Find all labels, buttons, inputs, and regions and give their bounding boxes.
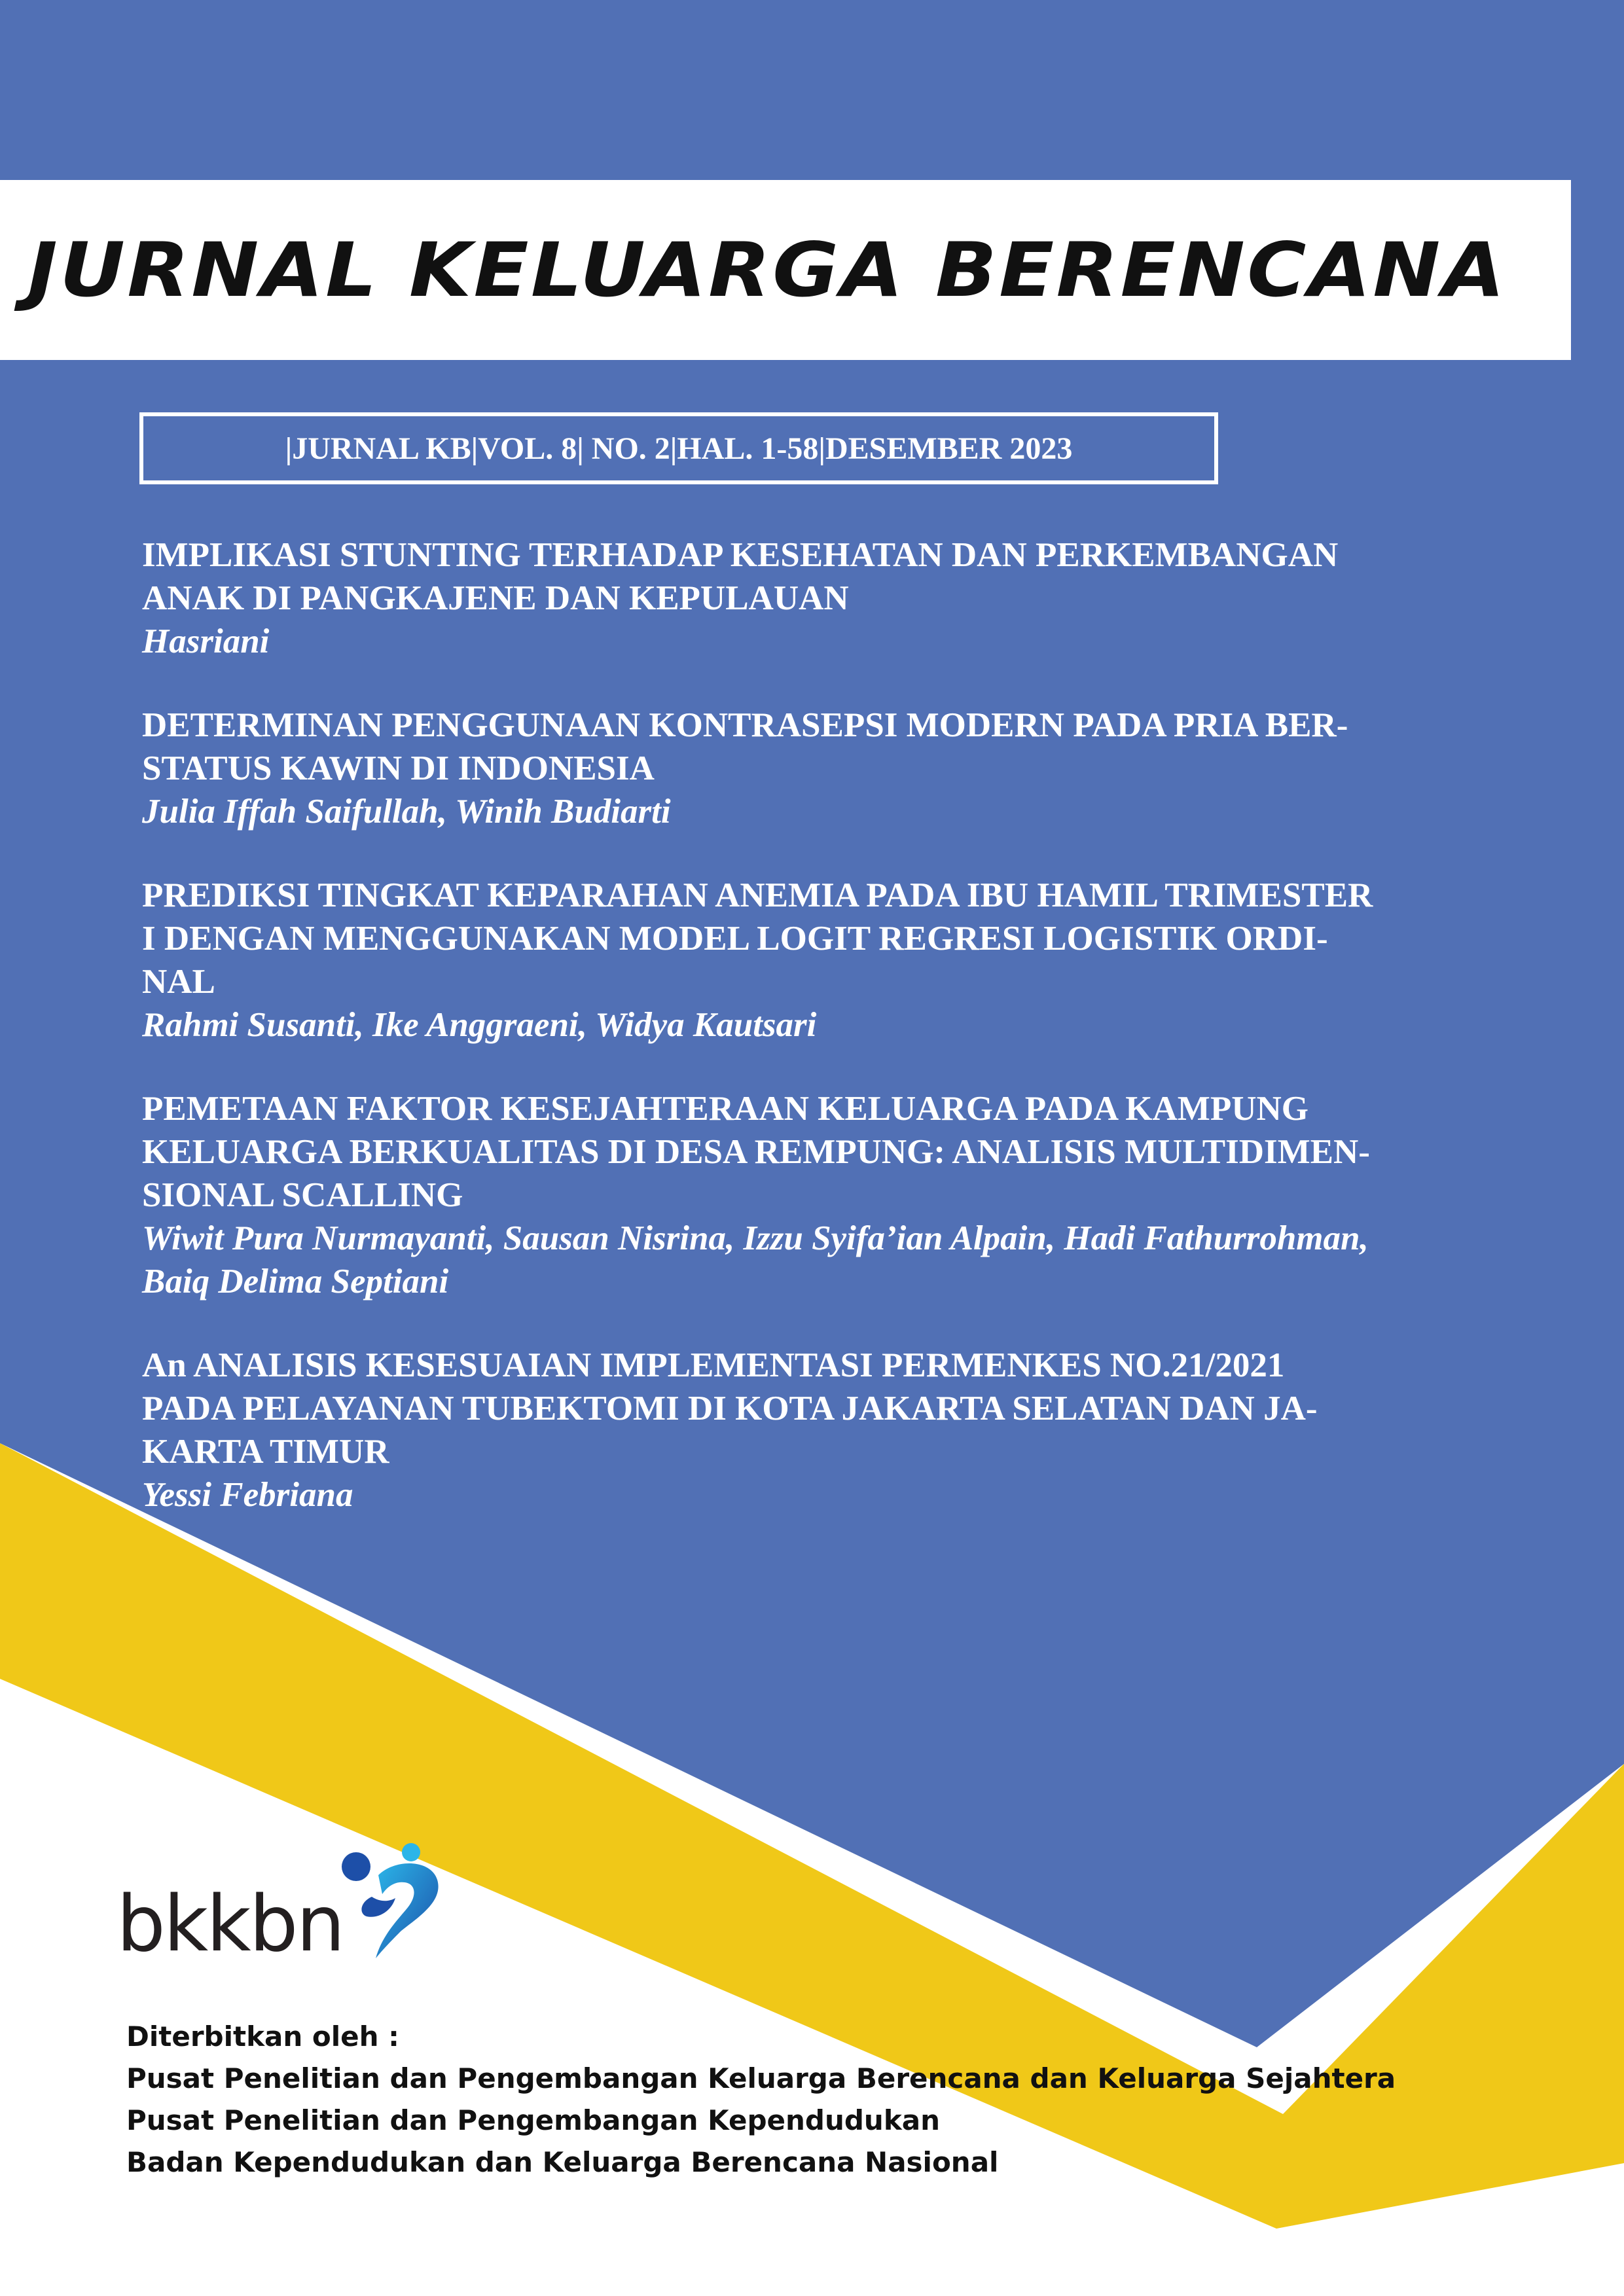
masthead-banner — [0, 180, 1571, 360]
article-authors-line: Hasriani — [142, 622, 270, 660]
article-title-line: ANAK DI PANGKAJENE DAN KEPULAUAN — [142, 579, 849, 617]
publisher-line: Badan Kependudukan dan Keluarga Berencana Nasional — [126, 2146, 999, 2178]
publisher-line: Pusat Penelitian dan Pengembangan Keluarga Berencana dan Keluarga Sejahtera — [126, 2062, 1396, 2094]
bkkbn-logo — [117, 1839, 457, 1983]
issue-info-box — [139, 412, 1218, 484]
article-title-line: DETERMINAN PENGGUNAAN KONTRASEPSI MODERN PADA PRIA BER- — [142, 706, 1348, 744]
journal-title: JURNAL KELUARGA BERENCANA — [27, 226, 1507, 314]
article-entry — [142, 874, 1543, 1047]
logo-wordmark: bkkbn — [117, 1878, 344, 1969]
article-entry — [142, 533, 1543, 663]
article-title-line: SIONAL SCALLING — [142, 1176, 463, 1214]
article-title-line: An ANALISIS KESESUAIAN IMPLEMENTASI PERMENKES NO.21/2021 — [142, 1346, 1285, 1384]
article-authors-line: Julia Iffah Saifullah, Winih Budiarti — [142, 793, 671, 831]
article-title-line: KELUARGA BERKUALITAS DI DESA REMPUNG: ANALISIS MULTIDIMEN- — [142, 1133, 1370, 1171]
issue-info: |JURNAL KB|VOL. 8| NO. 2|HAL. 1-58|DESEMBER 2023 — [285, 431, 1073, 466]
article-title-line: PADA PELAYANAN TUBEKTOMI DI KOTA JAKARTA SELATAN DAN JA- — [142, 1390, 1318, 1427]
article-list — [142, 533, 1543, 1557]
article-entry — [142, 1087, 1543, 1303]
article-title-line: NAL — [142, 963, 215, 1001]
article-authors — [142, 1473, 1543, 1516]
article-authors-line: Wiwit Pura Nurmayanti, Sausan Nisrina, Izzu Syifa’ian Alpain, Hadi Fathurrohman, — [142, 1219, 1369, 1257]
article-title-line: PREDIKSI TINGKAT KEPARAHAN ANEMIA PADA IBU HAMIL TRIMESTER — [142, 876, 1373, 914]
article-title — [142, 533, 1543, 620]
publisher-block — [126, 2016, 1566, 2183]
article-authors-line: Yessi Febriana — [142, 1476, 353, 1514]
article-authors — [142, 1217, 1543, 1303]
article-title — [142, 704, 1543, 790]
article-entry — [142, 704, 1543, 833]
publisher-line: Pusat Penelitian dan Pengembangan Kependudukan — [126, 2104, 940, 2136]
article-authors-line: Baiq Delima Septiani — [142, 1263, 449, 1300]
article-title-line: STATUS KAWIN DI INDONESIA — [142, 749, 655, 787]
article-title-line: KARTA TIMUR — [142, 1433, 389, 1471]
bkkbn-heart-icon — [333, 1839, 457, 1964]
article-authors — [142, 790, 1543, 833]
article-title — [142, 874, 1543, 1003]
article-title-line: I DENGAN MENGGUNAKAN MODEL LOGIT REGRESI LOGISTIK ORDI- — [142, 920, 1328, 958]
article-title-line: IMPLIKASI STUNTING TERHADAP KESEHATAN DAN PERKEMBANGAN — [142, 536, 1339, 574]
article-authors — [142, 1003, 1543, 1047]
publisher-label: Diterbitkan oleh : — [126, 2020, 399, 2053]
article-title — [142, 1087, 1543, 1217]
article-authors-line: Rahmi Susanti, Ike Anggraeni, Widya Kautsari — [142, 1006, 817, 1044]
article-title — [142, 1344, 1543, 1473]
article-entry — [142, 1344, 1543, 1516]
article-authors — [142, 620, 1543, 663]
article-title-line: PEMETAAN FAKTOR KESEJAHTERAAN KELUARGA PADA KAMPUNG — [142, 1090, 1308, 1128]
